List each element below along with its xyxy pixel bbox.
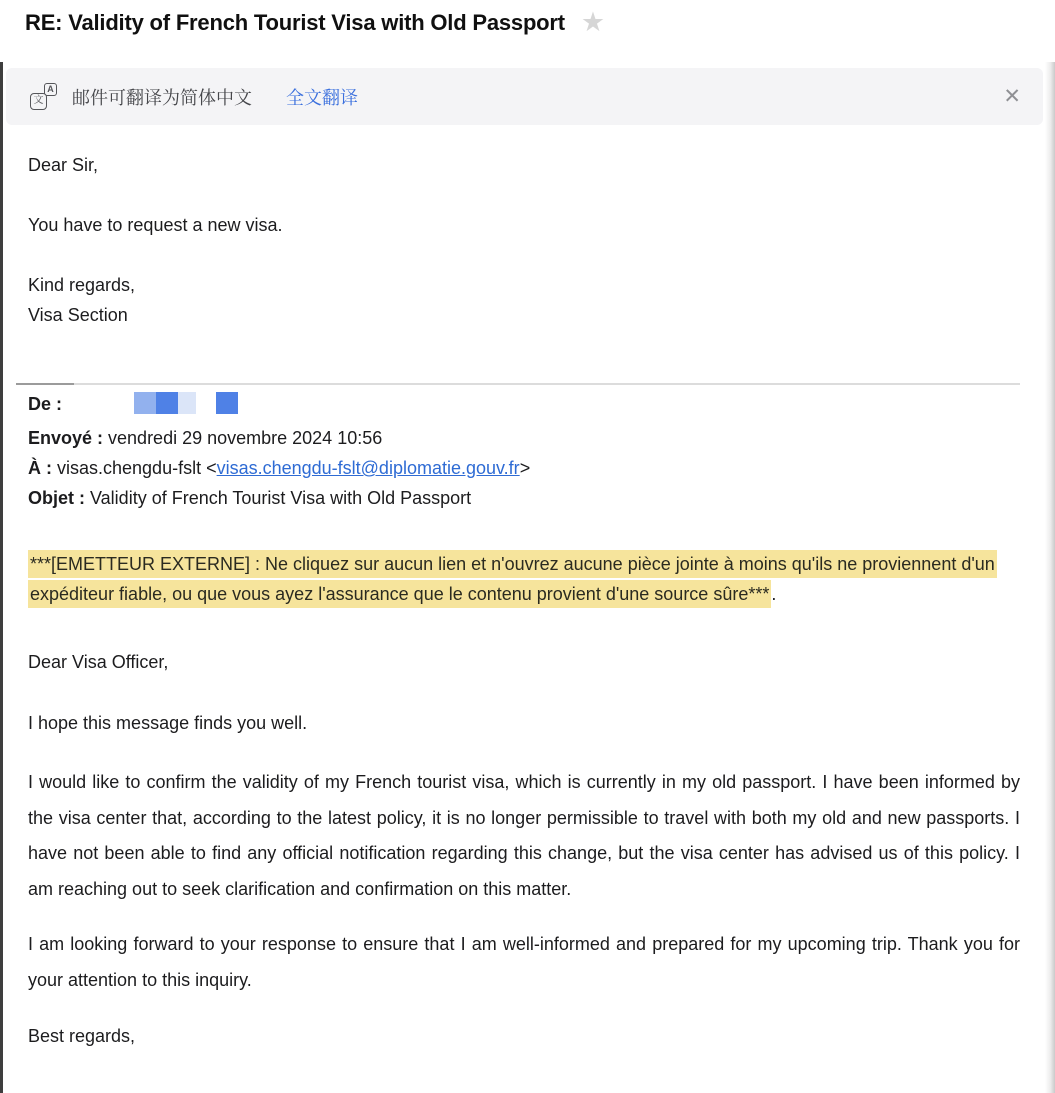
reply-body: You have to request a new visa. (28, 215, 283, 235)
translate-full-text-button[interactable]: 全文翻译 (286, 87, 358, 108)
sent-label: Envoyé : (28, 428, 104, 448)
redaction-block (156, 392, 178, 414)
translate-icon: 文 A (30, 83, 57, 110)
to-value-prefix: visas.chengdu-fslt < (52, 458, 217, 478)
reply-closing: Kind regards, (28, 275, 136, 295)
redaction-block (134, 392, 156, 414)
header-line-to (28, 453, 1020, 483)
to-label: À : (28, 458, 52, 478)
header-line-subject (28, 483, 1020, 513)
original-p2: I would like to confirm the validity of my French tourist visa, which is currently in my old passport. I have been informed by the visa center that, according to the latest policy, it is no longer permissible to travel with both my old and new passports. I have not been able to find any official notification regarding this change, but the visa center has advised us of this policy. I am reaching out to seek clarification and confirmation on this matter. (28, 772, 1020, 899)
original-p3: I am looking forward to your response to ensure that I am well-informed and prepared for my upcoming trip. Thank you for your attention to this inquiry. (28, 934, 1020, 990)
recipient-email-link[interactable]: visas.chengdu-fslt@diplomatie.gouv.fr (216, 458, 520, 478)
redaction-blocks (134, 392, 238, 423)
redaction-block (216, 392, 238, 414)
external-sender-warning (28, 549, 1020, 609)
original-closing: Best regards, (28, 1026, 136, 1046)
close-icon[interactable]: ✕ (1003, 85, 1021, 108)
warning-trailing: . (771, 584, 777, 604)
warning-highlight: ***[EMETTEUR EXTERNE] : Ne cliquez sur aucun lien et n'ouvrez aucune pièce jointe à moins qu'ils ne proviennent d'un expéditeur fiable, ou que vous ayez l'assurance que le contenu provient d'une source sûre*** (28, 550, 997, 608)
window-right-edge (1045, 62, 1055, 1093)
quoted-headers (28, 389, 1020, 513)
star-icon[interactable]: ★ (580, 7, 606, 37)
header-line-sent (28, 423, 1020, 453)
email-stage (0, 62, 1055, 1093)
translate-message: 邮件可翻译为简体中文 (72, 87, 252, 108)
to-value-suffix: > (519, 458, 531, 478)
quoted-message-divider (28, 383, 1020, 385)
email-card (3, 62, 1045, 1093)
reply-signature: Visa Section (28, 305, 128, 325)
translate-banner (6, 68, 1043, 125)
subject-value: Validity of French Tourist Visa with Old Passport (85, 488, 472, 508)
original-greeting: Dear Visa Officer, (28, 652, 169, 672)
header-line-from (28, 389, 1020, 423)
from-label: De : (28, 394, 63, 414)
subject-label: Objet : (28, 488, 85, 508)
redaction-block (178, 392, 196, 414)
window-left-edge (0, 62, 3, 1093)
original-p1: I hope this message finds you well. (28, 713, 308, 733)
reply-greeting: Dear Sir, (28, 155, 99, 175)
sent-value: vendredi 29 novembre 2024 10:56 (103, 428, 383, 448)
page-title: RE: Validity of French Tourist Visa with Old Passport (25, 10, 565, 35)
subject-header (0, 0, 1055, 62)
mail-body (3, 125, 1045, 1050)
